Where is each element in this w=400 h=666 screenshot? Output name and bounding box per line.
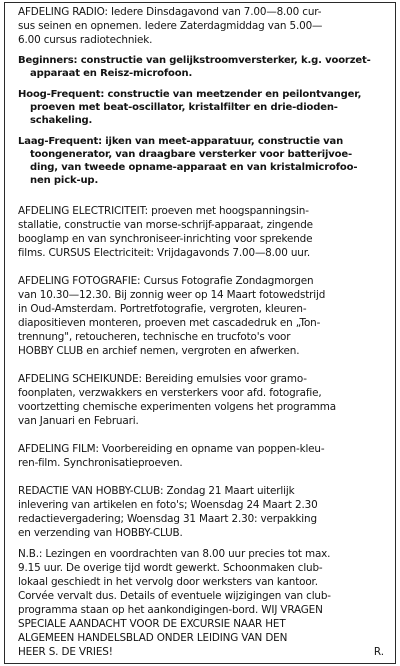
text-line: proeven met beat-oscillator, kristalfilter en drie-dioden- [30,102,338,113]
text-line: Laag-Frequent: ijken van meet-apparatuur, constructie van [18,136,344,147]
text-line: booglamp en van synchroniseer-inrichting voor sprekende [18,233,313,245]
text-line: in Oud-Amsterdam. Portretfotografie, vergroten, kleuren- [18,303,307,315]
text-line: nen pick-up. [30,175,99,186]
text-line: van Januari en Februari. [18,415,139,427]
text-line: ding, van tweede opname-apparaat en van kristalmicrofoo- [30,162,358,173]
text-line: 6.00 cursus radiotechniek. [18,34,153,46]
text-line: AFDELING FOTOGRAFIE: Cursus Fotografie Zondagmorgen [18,275,314,287]
text-line: van 10.30—12.30. Bij zonnig weer op 14 Maart fotowedstrijd [18,289,326,301]
text-line: stallatie, constructie van morse-schrijf-apparaat, zingende [18,219,313,231]
text-line: AFDELING ELECTRICITEIT: proeven met hoogspanningsin- [18,205,309,217]
text-line: AFDELING SCHEIKUNDE: Bereiding emulsies voor gramo- [18,373,307,385]
text-line: schakeling. [30,115,93,126]
text-line: apparaat en Reisz-microfoon. [30,68,193,79]
text-line: Corvée vervalt dus. Details of eventuele wijzigingen van club- [18,590,331,602]
text-line: foonplaten, verzwakkers en versterkers voor afd. fotografie, [18,387,322,399]
text-line: SPECIALE AANDACHT VOOR DE EXCURSIE NAAR HET [18,618,286,630]
text-line: N.B.: Lezingen en voordrachten van 8.00 uur precies tot max. [18,548,331,560]
text-line: HOBBY CLUB en archief nemen, vergroten en afwerken. [18,345,300,357]
text-line: trennung", retoucheren, technische en trucfoto's voor [18,331,291,343]
text-line: diapositieven monteren, proeven met cascadedruk en „Ton- [18,317,321,329]
text-line: toongenerator, van draagbare versterker voor batterijvoe- [30,149,353,160]
text-line: REDACTIE VAN HOBBY-CLUB: Zondag 21 Maart uiterlijk [18,485,295,497]
text-line: ren-film. Synchronisatieproeven. [18,457,183,469]
text-line: ALGEMEEN HANDELSBLAD ONDER LEIDING VAN DEN [18,632,288,644]
text-line: redactievergadering; Woensdag 31 Maart 2.30: verpakking [18,513,317,525]
text-line: en verzending van HOBBY-CLUB. [18,527,183,539]
text-line: lokaal geschiedt in het vervolg door werksters van kantoor. [18,576,318,588]
text-line: voortzetting chemische experimenten volgens het programma [18,401,336,413]
text-line: inlevering van artikelen en foto's; Woensdag 24 Maart 2.30 [18,499,318,511]
text-line: films. CURSUS Electriciteit: Vrijdagavonds 7.00—8.00 uur. [18,247,311,259]
text-line: HEER S. DE VRIES! [18,646,113,658]
text-line: programma staan op het aankondigingen-bord. WIJ VRAGEN [18,604,323,616]
signature: R. [373,646,384,658]
text-line: AFDELING FILM: Voorbereiding en opname van poppen-kleu- [18,443,325,455]
text-line: Hoog-Frequent: constructie van meetzender en peilontvanger, [18,89,362,100]
text-line: sus seinen en opnemen. Iedere Zaterdagmiddag van 5.00— [18,20,323,32]
text-line: 9.15 uur. De overige tijd wordt gewerkt. Schoonmaken club- [18,562,323,574]
text-line: Beginners: constructie van gelijkstroomversterker, k.g. voorzet- [18,55,371,66]
text-line: AFDELING RADIO: Iedere Dinsdagavond van 7.00—8.00 cur- [18,6,322,18]
